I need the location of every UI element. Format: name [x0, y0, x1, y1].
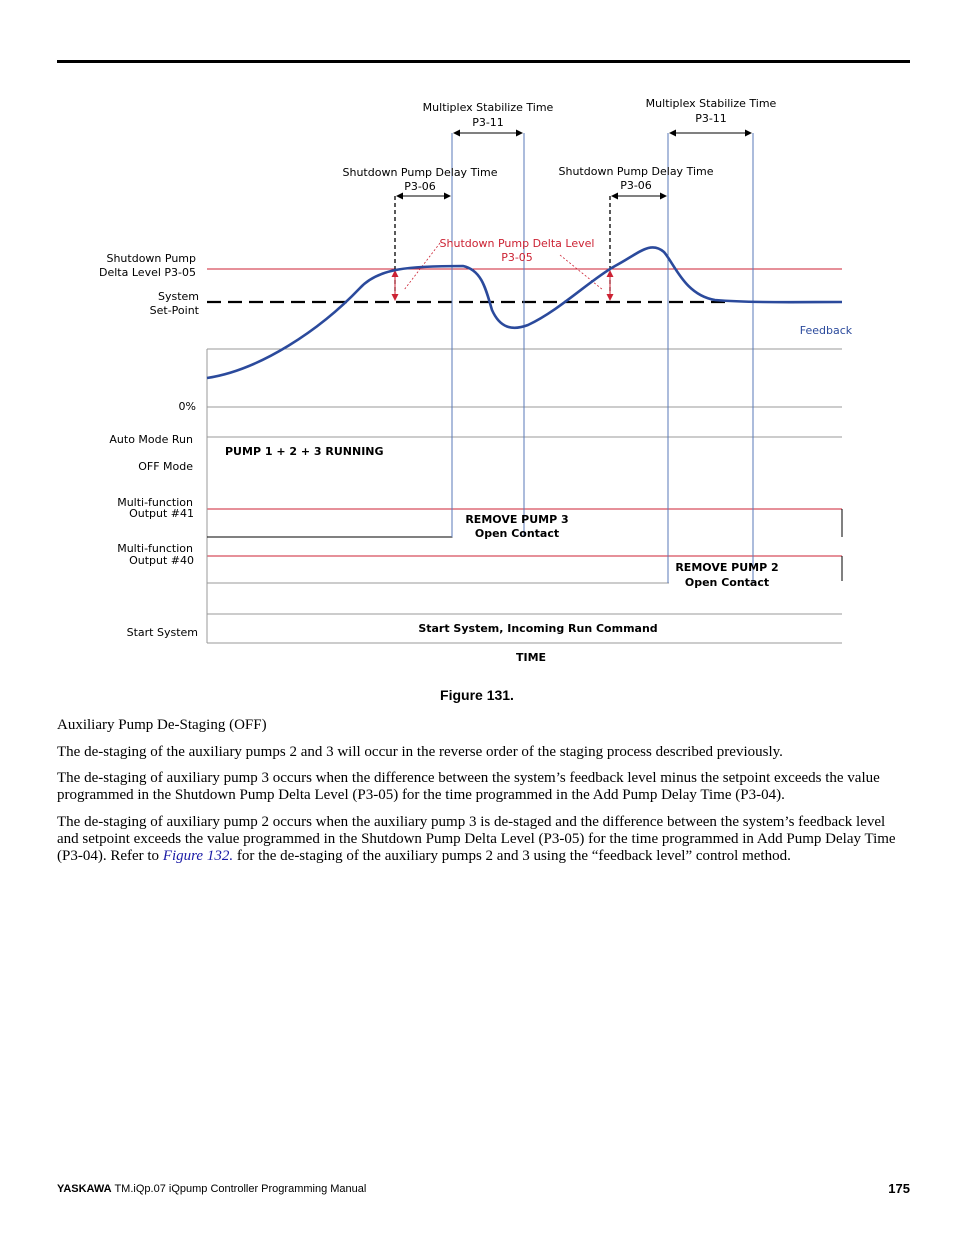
remove-pump3-label: REMOVE PUMP 3	[465, 513, 569, 526]
page-number: 175	[888, 1181, 910, 1196]
footer-manual-title: TM.iQp.07 iQpump Controller Programming Manual	[111, 1183, 367, 1195]
delta-annotation-label: Shutdown Pump Delta Level	[439, 237, 595, 250]
paragraph-3-text-b: for the de-staging of the auxiliary pumps 2 and 3 using the “feedback level” control method.	[233, 848, 791, 864]
start-command-label: Start System, Incoming Run Command	[418, 622, 658, 635]
zero-percent-label: 0%	[178, 400, 196, 413]
paragraph-2: The de-staging of auxiliary pump 3 occurs when the difference between the system’s feedback level minus the setpoint exceeds the value programmed in the Shutdown Pump Delta Level (P3-05) for the time programmed in the Add Pump Delay Time (P3-04).	[57, 770, 880, 803]
paragraph-3-text-a: The de-staging of auxiliary pump 2 occurs when the auxiliary pump 3 is de-staged and the difference between the system’s feedback level and setpoint exceeds the value programmed in the Shutdown Pump Delta Level (P3-05) for the time programmed in Add Pump Delay Time (P3-04). Refer to	[57, 814, 896, 864]
mf41-label-1: Multi-function	[117, 496, 193, 509]
multiplex-2-param: P3-11	[695, 112, 727, 125]
remove-pump3-contact: Open Contact	[474, 527, 560, 540]
shutdown-delay-1-label: Shutdown Pump Delay Time	[342, 166, 498, 179]
remove-pump2-contact: Open Contact	[684, 576, 770, 589]
auto-mode-run-label: Auto Mode Run	[109, 433, 193, 446]
mf40-label-2: Output #40	[129, 554, 194, 567]
delta-level-label-1: Shutdown Pump	[106, 252, 196, 265]
multiplex-1-param: P3-11	[472, 116, 504, 129]
section-heading: Auxiliary Pump De-Staging (OFF)	[57, 717, 267, 733]
delta-leader-right	[560, 255, 603, 290]
shutdown-delay-2-label: Shutdown Pump Delay Time	[558, 165, 714, 178]
mf40-label-1: Multi-function	[117, 542, 193, 555]
setpoint-label-2: Set-Point	[149, 304, 199, 317]
multiplex-2-label: Multiplex Stabilize Time	[645, 97, 777, 110]
paragraph-1: The de-staging of the auxiliary pumps 2 and 3 will occur in the reverse order of the staging process described previously.	[57, 744, 783, 760]
time-axis-label: TIME	[515, 651, 547, 664]
remove-pump2-label: REMOVE PUMP 2	[675, 561, 779, 574]
mf41-label-2: Output #41	[129, 507, 194, 520]
paragraph-3	[57, 814, 909, 865]
delta-annotation-param: P3-05	[501, 251, 533, 264]
feedback-label: Feedback	[799, 324, 853, 337]
setpoint-label-1: System	[157, 290, 199, 303]
delta-level-label-2: Delta Level P3-05	[99, 266, 196, 279]
footer-brand: YASKAWA	[57, 1183, 112, 1195]
figure-caption: Figure 131.	[440, 687, 514, 703]
footer-title	[57, 1183, 366, 1195]
figure-132-link[interactable]: Figure 132.	[162, 848, 234, 864]
multiplex-1-label: Multiplex Stabilize Time	[422, 101, 554, 114]
start-system-label: Start System	[126, 626, 198, 639]
shutdown-delay-2-param: P3-06	[620, 179, 652, 192]
off-mode-label: OFF Mode	[138, 460, 193, 473]
shutdown-delay-1-param: P3-06	[404, 180, 436, 193]
pumps-running-label: PUMP 1 + 2 + 3 RUNNING	[225, 445, 384, 458]
